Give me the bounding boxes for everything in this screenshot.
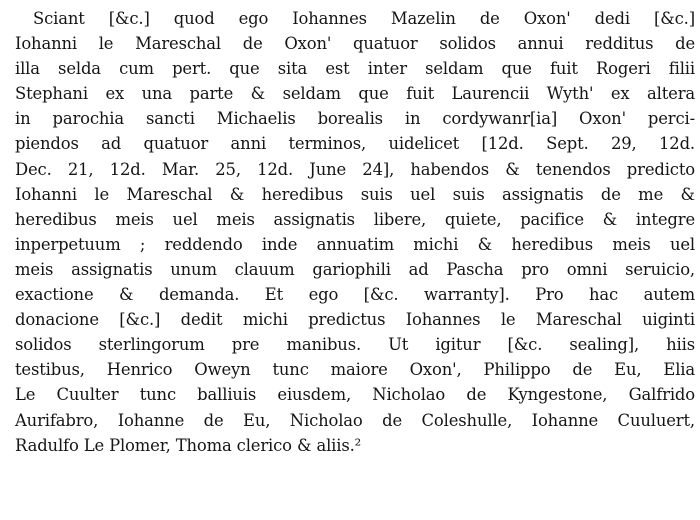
text-line: exactione & demanda. Et ego [&c. warranty]. Pro hac autem	[15, 285, 695, 305]
text-line: donacione [&c.] dedit michi predictus Iohannes le Mareschal uiginti	[15, 310, 695, 330]
text-line: meis assignatis unum clauum gariophili ad Pascha pro omni seruicio,	[15, 259, 695, 279]
text-line: illa selda cum pert. que sita est inter seldam que fuit Rogeri filii	[15, 59, 695, 79]
text-line: testibus, Henrico Oweyn tunc maiore Oxon', Philippo de Eu, Elia	[15, 360, 695, 380]
text-line: heredibus meis uel meis assignatis libere, quiete, pacifice & integre	[15, 209, 695, 229]
text-line: solidos sterlingorum pre manibus. Ut igitur [&c. sealing], hiis	[15, 335, 695, 355]
text-line: Dec. 21, 12d. Mar. 25, 12d. June 24], habendos & tenendos predicto	[15, 159, 695, 179]
text-line: Aurifabro, Iohanne de Eu, Nicholao de Coleshulle, Iohanne Cuuluert,	[15, 410, 695, 430]
text-line: Stephani ex una parte & seldam que fuit Laurencii Wyth' ex altera	[15, 84, 695, 104]
text-line: piendos ad quatuor anni terminos, uidelicet [12d. Sept. 29, 12d.	[15, 134, 695, 154]
text-line: in parochia sancti Michaelis borealis in cordywanr[ia] Oxon' perci-	[15, 109, 695, 129]
text-line: Le Cuulter tunc balliuis eiusdem, Nicholao de Kyngestone, Galfrido	[15, 385, 695, 405]
text-line: Iohanni le Mareschal de Oxon' quatuor solidos annui redditus de	[15, 34, 695, 54]
text-line: Iohanni le Mareschal & heredibus suis uel suis assignatis de me &	[15, 184, 695, 204]
text-line: Radulfo Le Plomer, Thoma clerico & aliis.²	[15, 435, 362, 455]
charter-text	[15, 6, 695, 458]
text-line: inperpetuum ; reddendo inde annuatim michi & heredibus meis uel	[15, 234, 695, 254]
text-line: Sciant [&c.] quod ego Iohannes Mazelin de Oxon' dedi [&c.]	[33, 9, 695, 28]
